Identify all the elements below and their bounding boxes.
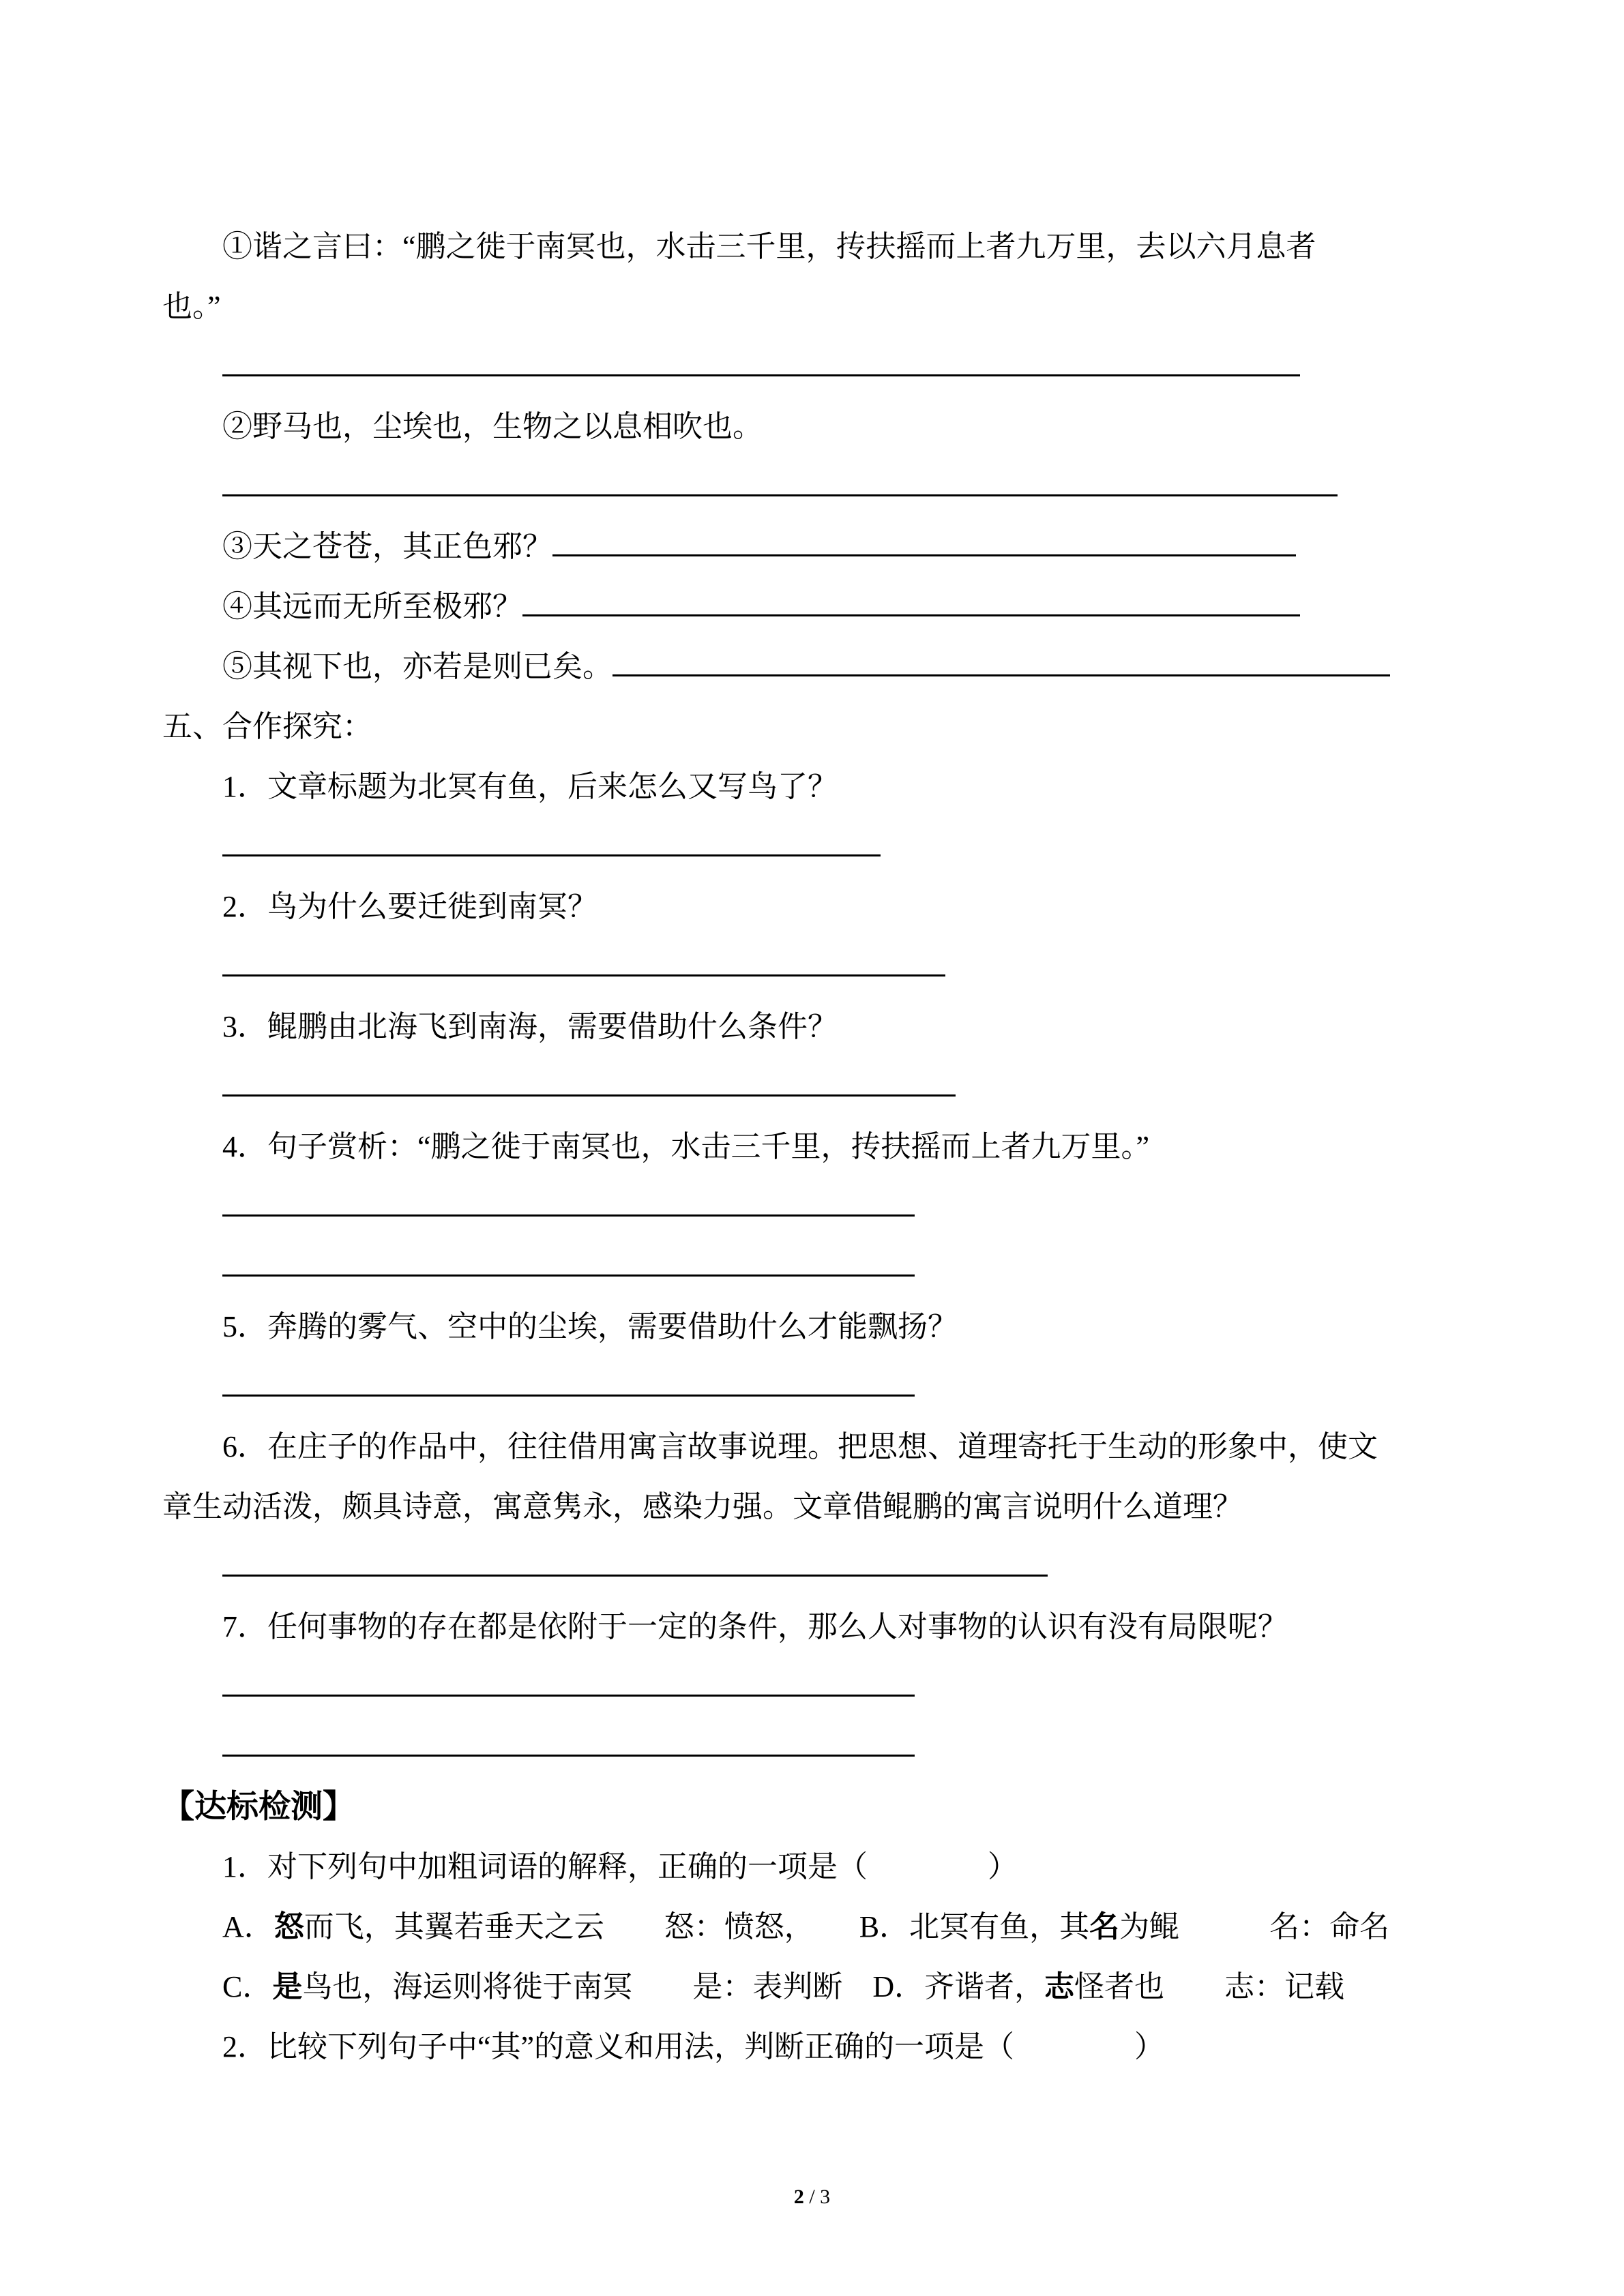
explore-question-4: 4．句子赏析：“鹏之徙于南冥也，水击三千里，抟扶摇而上者九万里。” — [222, 1130, 1150, 1163]
translate-item-4-text: ④其远而无所至极邪？ — [222, 590, 522, 623]
answer-blank-row — [162, 937, 1462, 997]
answer-underline — [222, 1358, 915, 1397]
translate-item-1-line-1: ①谐之言曰：“鹏之徙于南冥也，水击三千里，抟扶摇而上者九万里，去以六月息者 — [222, 230, 1316, 263]
answer-blank-row — [162, 817, 1462, 877]
answer-blank-row — [162, 457, 1462, 517]
test-question-1-options-cd: C．是鸟也，海运则将徙于南冥 是：表判断 D．齐谐者，志怪者也 志：记载 — [222, 1970, 1345, 2003]
test-question-1-options-ab: A．怒而飞，其翼若垂天之云 怒：愤怒， B．北冥有鱼，其名为鲲 名：命名 — [222, 1910, 1390, 1943]
translate-item-5 — [162, 637, 1462, 697]
answer-blank-row — [162, 1237, 1462, 1297]
test-question-1: 1．对下列句中加粗词语的解释，正确的一项是（ ） — [222, 1850, 1018, 1883]
answer-blank-row — [162, 1657, 1462, 1717]
answer-blank-row — [162, 1717, 1462, 1777]
answer-underline — [222, 818, 881, 856]
translate-item-5-text: ⑤其视下也，亦若是则已矣。 — [222, 650, 612, 683]
answer-underline — [222, 1538, 1048, 1577]
explore-question-3: 3．鲲鹏由北海飞到南海，需要借助什么条件？ — [222, 1010, 838, 1043]
test-question-2: 2．比较下列句子中“其”的意义和用法，判断正确的一项是（ ） — [222, 2030, 1165, 2063]
section-heading-test: 【达标检测】 — [162, 1789, 355, 1825]
answer-blank-row — [162, 1177, 1462, 1237]
translate-item-1-line-2: 也。” — [162, 290, 221, 323]
answer-underline — [522, 578, 1300, 616]
page-number: 2 / 3 — [793, 2186, 831, 2208]
answer-blank-row — [162, 1057, 1462, 1117]
explore-question-1: 1．文章标题为北冥有鱼，后来怎么又写鸟了？ — [222, 770, 838, 803]
answer-underline — [222, 338, 1300, 376]
answer-underline — [222, 938, 945, 976]
explore-question-7: 7．任何事物的存在都是依附于一定的条件，那么人对事物的认识有没有局限呢？ — [222, 1610, 1288, 1643]
answer-underline — [222, 1178, 915, 1217]
translate-item-3-text: ③天之苍苍，其正色邪？ — [222, 530, 552, 563]
answer-underline — [612, 638, 1390, 676]
answer-underline — [552, 518, 1296, 556]
answer-blank-row — [162, 1537, 1462, 1597]
translate-item-4 — [162, 577, 1462, 637]
explore-question-5: 5．奔腾的雾气、空中的尘埃，需要借助什么才能飘扬？ — [222, 1310, 958, 1343]
section-heading-explore: 五、合作探究： — [162, 710, 372, 743]
answer-underline — [222, 458, 1338, 496]
translate-item-2: ②野马也，尘埃也，生物之以息相吹也。 — [222, 410, 763, 443]
answer-blank-row — [162, 1357, 1462, 1417]
answer-underline — [222, 1718, 915, 1757]
explore-question-2: 2．鸟为什么要迁徙到南冥？ — [222, 890, 597, 923]
answer-underline — [222, 1058, 956, 1097]
answer-underline — [222, 1658, 915, 1697]
explore-question-6-line-2: 章生动活泼，颇具诗意，寓意隽永，感染力强。文章借鲲鹏的寓言说明什么道理？ — [162, 1490, 1243, 1523]
explore-question-6-line-1: 6．在庄子的作品中，往往借用寓言故事说理。把思想、道理寄托于生动的形象中，使文 — [222, 1430, 1378, 1463]
translate-item-3 — [162, 517, 1462, 577]
answer-blank-row — [162, 337, 1462, 397]
answer-underline — [222, 1238, 915, 1277]
